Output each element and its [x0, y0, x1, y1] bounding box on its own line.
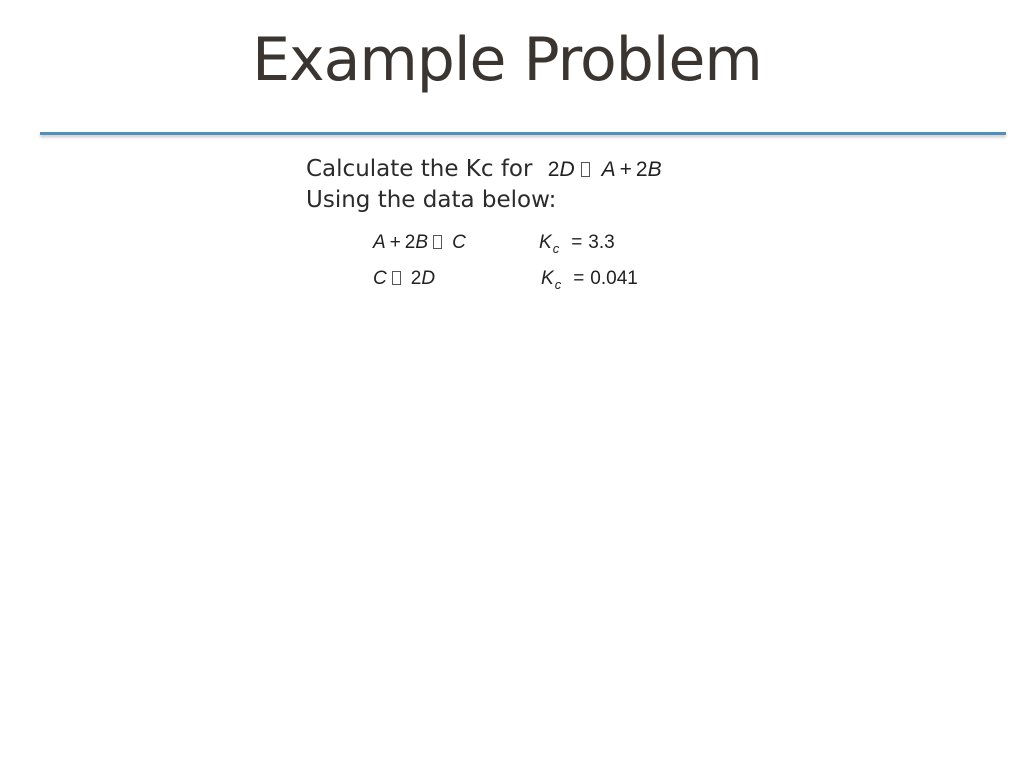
kc-value: 0.041 — [590, 268, 638, 289]
reactant-a: A — [373, 232, 386, 253]
k-symbol: K — [541, 268, 554, 289]
prompt-text: Calculate the Kc for — [306, 156, 533, 182]
product: D — [421, 268, 436, 289]
target-product-a: A — [601, 158, 616, 181]
target-reaction — [540, 158, 662, 181]
reaction-2 — [373, 268, 435, 290]
reactant-b: B — [415, 232, 429, 253]
k-symbol: K — [539, 232, 552, 253]
equals-sign: = — [571, 232, 583, 253]
target-product-b: B — [647, 158, 662, 181]
target-product-b-coef: 2 — [635, 158, 648, 181]
kc-1 — [539, 232, 615, 256]
equilibrium-arrow-icon — [392, 271, 401, 285]
k-subscript: c — [554, 277, 562, 292]
kc-value: 3.3 — [588, 232, 615, 253]
title-divider — [40, 132, 1006, 135]
k-subscript: c — [552, 241, 560, 256]
reaction-1 — [373, 232, 466, 254]
kc-2 — [541, 268, 638, 292]
problem-statement — [306, 154, 662, 216]
problem-line-1 — [306, 154, 662, 185]
problem-line-2: Using the data below: — [306, 187, 557, 213]
target-reactant: D — [559, 158, 575, 181]
product: C — [452, 232, 466, 253]
equilibrium-arrow-icon — [581, 162, 590, 177]
reactant-a: C — [373, 268, 387, 289]
product-coef: 2 — [410, 268, 422, 289]
plus-sign: + — [389, 232, 401, 253]
target-reactant-coef: 2 — [547, 158, 560, 181]
plus-sign: + — [619, 158, 632, 181]
reactant-b-coef: 2 — [404, 232, 416, 253]
slide-title: Example Problem — [252, 25, 762, 95]
equals-sign: = — [573, 268, 585, 289]
equilibrium-arrow-icon — [433, 235, 442, 249]
